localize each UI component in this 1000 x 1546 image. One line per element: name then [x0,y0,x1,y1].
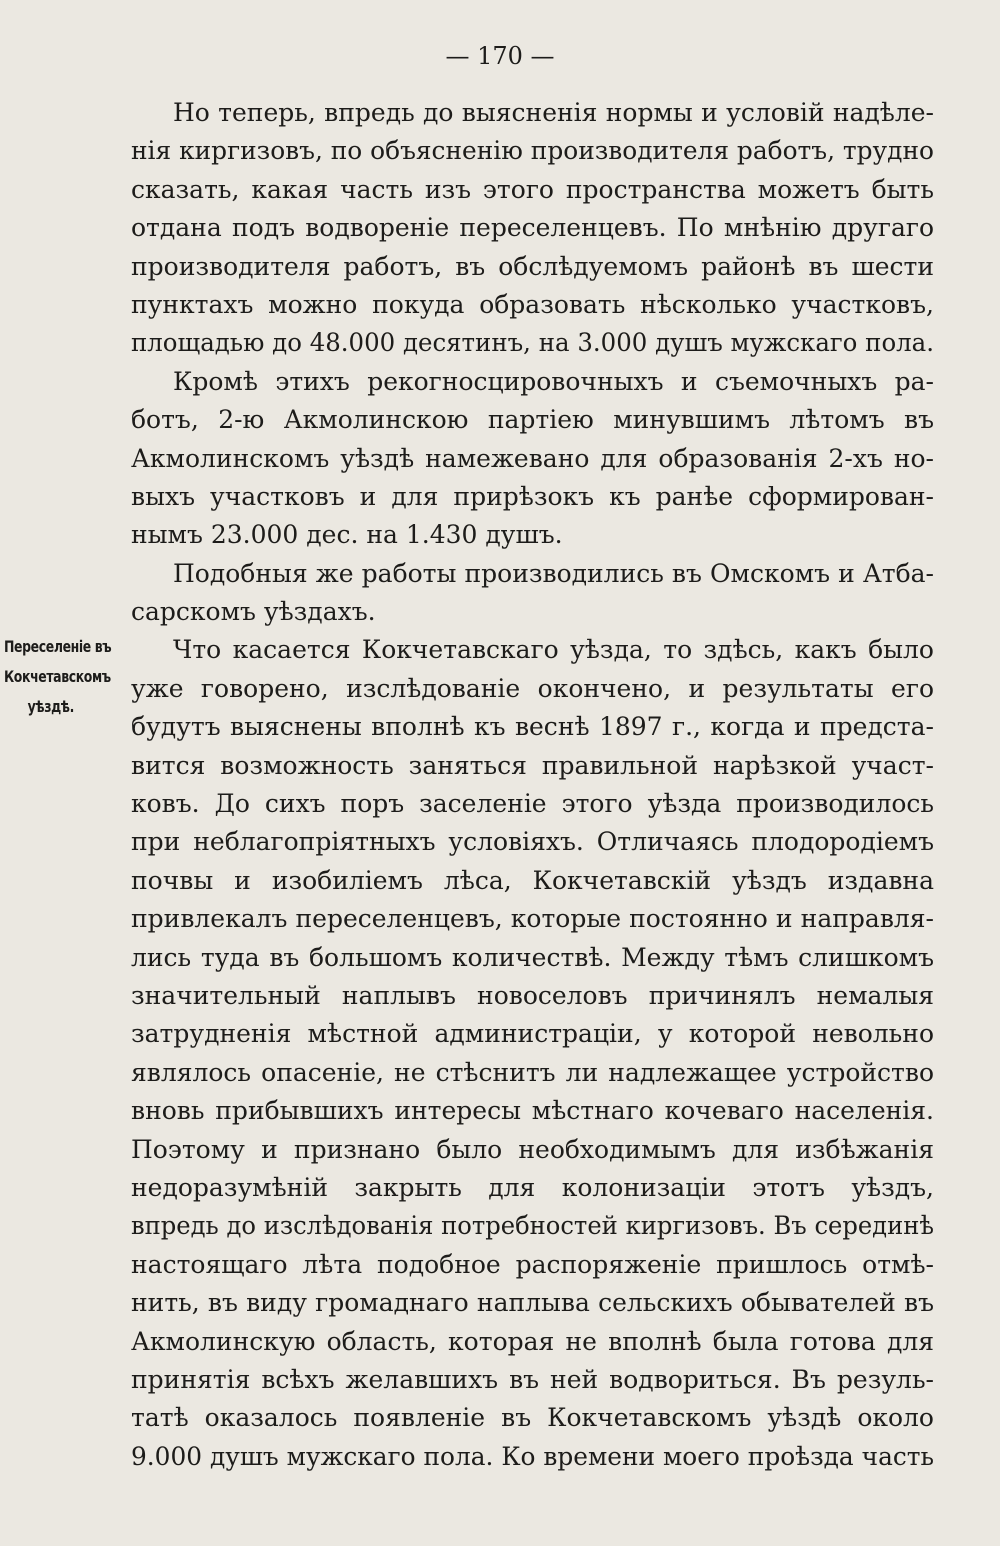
text-line: площадью до 48.000 десятинъ, на 3.000 душъ мужскаго пола. [131,328,935,358]
text-line: вится возможность заняться правильной нарѣзкой участ- [131,750,934,780]
text-line: ковъ. До сихъ поръ заселеніе этого уѣзда производилось [131,789,934,819]
text-line: нымъ 23.000 дес. на 1.430 душъ. [131,520,563,550]
text-line: Кромѣ этихъ рекогносцировочныхъ и съемочныхъ ра- [173,366,934,396]
text-line: Акмолинскомъ уѣздѣ намежевано для образованія 2-хъ но- [131,443,934,473]
paragraph [131,631,934,1476]
margin-note [4,632,112,722]
text-line: нить, въ виду громаднаго наплыва сельскихъ обывателей въ [131,1288,934,1318]
text-line: вновь прибывшихъ интересы мѣстнаго кочеваго населенія. [131,1096,934,1126]
text-line: Что касается Кокчетавскаго уѣзда, то здѣсь, какъ было [173,635,934,665]
text-line: татѣ оказалось появленіе въ Кокчетавскомъ уѣздѣ около [131,1403,934,1433]
text-line: при неблагопріятныхъ условіяхъ. Отличаясь плодородіемъ [131,827,934,857]
text-line: отдана подъ водвореніе переселенцевъ. По мнѣнію другаго [131,213,934,243]
text-line: 9.000 душъ мужскаго пола. Ко времени моего проѣзда часть [131,1441,935,1471]
paragraph [131,94,934,363]
margin-note-line: Кокчетавскомъ [4,667,111,686]
text-line: затрудненія мѣстной администраціи, у которой невольно [131,1019,934,1049]
paragraph [131,555,934,632]
text-line: будутъ выяснены вполнѣ къ веснѣ 1897 г., когда и предста- [131,712,934,742]
margin-note-line: Переселеніе въ [4,637,112,656]
body-text [131,94,934,1476]
text-line: пунктахъ можно покуда образовать нѣсколько участковъ, [131,289,934,319]
text-line: привлекалъ переселенцевъ, которые постоянно и направля- [131,904,934,934]
text-line: лись туда въ большомъ количествѣ. Между тѣмъ слишкомъ [131,942,934,972]
paragraph [131,363,934,555]
text-line: сарскомъ уѣздахъ. [131,597,376,627]
margin-note-line: уѣздѣ. [27,697,74,716]
text-line: значительный наплывъ новоселовъ причинялъ немалыя [131,980,934,1010]
text-line: принятія всѣхъ желавшихъ въ ней водвориться. Въ резуль- [131,1364,934,1394]
text-line: настоящаго лѣта подобное распоряженіе пришлось отмѣ- [131,1249,934,1279]
text-line: Но теперь, впредь до выясненія нормы и условій надѣле- [173,98,934,127]
text-line: сказать, какая часть изъ этого пространства можетъ быть [131,174,934,204]
text-line: являлось опасеніе, не стѣснитъ ли надлежащее устройство [131,1057,934,1087]
text-line: Поэтому и признано было необходимымъ для избѣжанія [131,1134,934,1164]
text-line: выхъ участковъ и для прирѣзокъ къ ранѣе сформирован- [131,481,934,511]
text-line: ботъ, 2-ю Акмолинскою партіею минувшимъ лѣтомъ въ [131,405,934,435]
text-line: Акмолинскую область, которая не вполнѣ была готова для [131,1326,934,1356]
text-line: уже говорено, изслѣдованіе окончено, и результаты его [131,673,934,703]
text-line: производителя работъ, въ обслѣдуемомъ районѣ въ шести [131,251,934,281]
text-line: нія киргизовъ, по объясненію производителя работъ, трудно [131,136,934,166]
page-number: — 170 — [445,42,555,70]
text-line: Подобныя же работы производились въ Омскомъ и Атба- [173,558,934,588]
text-line: впредь до изслѣдованія потребностей киргизовъ. Въ серединѣ [131,1211,934,1241]
text-line: почвы и изобиліемъ лѣса, Кокчетавскій уѣздъ издавна [131,865,934,895]
text-line: недоразумѣній закрыть для колонизаціи этотъ уѣздъ, [131,1172,934,1202]
